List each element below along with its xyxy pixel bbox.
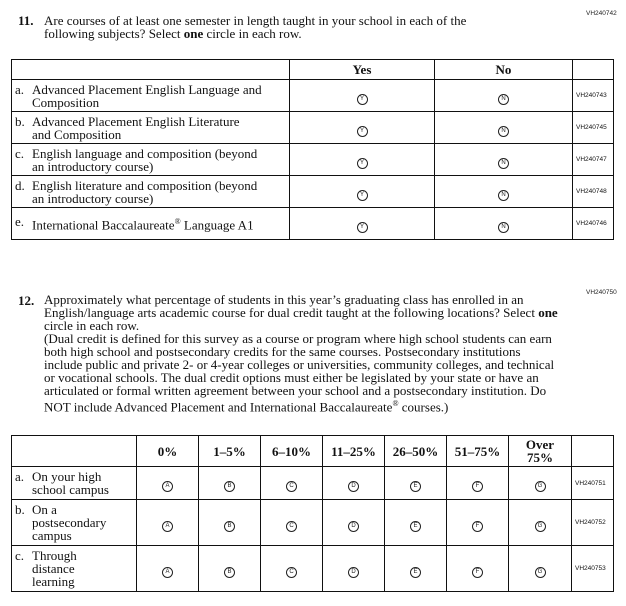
question-12-line1: Approximately what percentage of students in this year’s graduating class has enrolled in an [44,292,524,307]
q11-row-e-code: VH240746 [573,208,614,240]
q12-row-c-bubble-d[interactable]: D [348,567,359,578]
q11-row-c-code: VH240747 [573,144,614,176]
q12-row-a-bubble-e[interactable]: E [410,481,421,492]
question-11-code: VH240742 [586,10,617,17]
q12-row-c-code: VH240753 [572,546,614,592]
q11-header-yes: Yes [290,60,435,80]
q12-row-a-bubble-b[interactable]: B [224,481,235,492]
q11-header-no: No [435,60,573,80]
table-row [12,112,614,144]
q12-header-51-75: 51–75% [447,436,509,467]
q11-row-d-label: d. English literature and composition (beyond an introductory course) [12,176,290,208]
q12-row-a-bubble-c[interactable]: C [286,481,297,492]
q11-row-e-label: e. International Baccalaureate® Language A1 [12,208,290,240]
table-row [12,176,614,208]
q11-row-a-code: VH240743 [573,80,614,112]
q12-row-c-bubble-e[interactable]: E [410,567,421,578]
q11-row-d-code: VH240748 [573,176,614,208]
q11-row-d-no-bubble[interactable]: N [498,190,509,201]
q12-row-b-bubble-d[interactable]: D [348,521,359,532]
question-12-code: VH240750 [586,289,617,296]
question-11-number: 11. [18,13,34,28]
q11-row-b-code: VH240745 [573,112,614,144]
q11-row-e-no-bubble[interactable]: N [498,222,509,233]
q11-row-c-yes-bubble[interactable]: Y [357,158,368,169]
question-11-text [44,14,466,40]
q12-row-b-bubble-b[interactable]: B [224,521,235,532]
q11-row-b-no-bubble[interactable]: N [498,126,509,137]
q12-header-11-25: 11–25% [323,436,385,467]
question-11-table [11,59,614,240]
q11-row-b-label: b. Advanced Placement English Literature and Composition [12,112,290,144]
q12-row-a-bubble-f[interactable]: F [472,481,483,492]
q12-row-b-bubble-g[interactable]: G [535,521,546,532]
q11-row-d-yes-bubble[interactable]: Y [357,190,368,201]
q12-header-blank [12,436,137,467]
q12-row-a-bubble-d[interactable]: D [348,481,359,492]
question-12-text [44,293,619,413]
q12-header-code [572,436,614,467]
q11-header-code [573,60,614,80]
question-12-line2: English/language arts academic course for dual credit taught at the following locations? Select one [44,305,558,320]
q12-row-c-bubble-f[interactable]: F [472,567,483,578]
q11-row-a-yes-bubble[interactable]: Y [357,94,368,105]
question-12-line3: circle in each row. [44,318,140,333]
q12-row-a-bubble-g[interactable]: G [535,481,546,492]
question-12-table [11,435,614,592]
q11-row-c-label: c. English language and composition (beyond an introductory course) [12,144,290,176]
question-12-number: 12. [18,293,35,308]
q12-row-a-label: a. On your high school campus [12,467,137,500]
question-11-line1: Are courses of at least one semester in length taught in your school in each of the [44,13,467,28]
q12-header-26-50: 26–50% [385,436,447,467]
q11-row-a-no-bubble[interactable]: N [498,94,509,105]
question-12-note: (Dual credit is defined for this survey as a course or program where high school students can earn both high school and postsecondary credits for the same courses. Postsecondary institutions include public and private 2- or 4-year colleges or universities, community colleges, and technical or vocational schools. The dual credit options must either be legislated by your state or have an articulated or formal written agreement between your school and a postsecondary institution. Do NOT include Advanced Placement and International Baccalaureate® courses.) [44,331,555,415]
table-row [12,80,614,112]
q11-row-a-label: a. Advanced Placement English Language and Composition [12,80,290,112]
q12-header-6-10: 6–10% [261,436,323,467]
q12-row-b-code: VH240752 [572,500,614,546]
q12-row-b-bubble-c[interactable]: C [286,521,297,532]
question-11-line2: following subjects? Select one circle in each row. [44,26,302,41]
q12-row-b-label: b. On a postsecondary campus [12,500,137,546]
q12-row-c-bubble-c[interactable]: C [286,567,297,578]
q12-row-c-bubble-g[interactable]: G [535,567,546,578]
table-row [12,467,614,500]
q12-row-b-bubble-e[interactable]: E [410,521,421,532]
q11-header-blank [12,60,290,80]
q11-row-c-no-bubble[interactable]: N [498,158,509,169]
q11-row-e-yes-bubble[interactable]: Y [357,222,368,233]
table-row [12,500,614,546]
q12-row-b-bubble-a[interactable]: A [162,521,173,532]
q12-header-over-75: Over 75% [509,436,572,467]
q12-row-b-bubble-f[interactable]: F [472,521,483,532]
q11-row-b-yes-bubble[interactable]: Y [357,126,368,137]
q12-row-c-bubble-b[interactable]: B [224,567,235,578]
table-row [12,546,614,592]
q12-header-1-5: 1–5% [199,436,261,467]
q12-row-c-label: c. Through distance learning [12,546,137,592]
q12-row-a-bubble-a[interactable]: A [162,481,173,492]
q12-row-c-bubble-a[interactable]: A [162,567,173,578]
table-row [12,208,614,240]
q12-header-0: 0% [137,436,199,467]
table-row [12,144,614,176]
q12-row-a-code: VH240751 [572,467,614,500]
